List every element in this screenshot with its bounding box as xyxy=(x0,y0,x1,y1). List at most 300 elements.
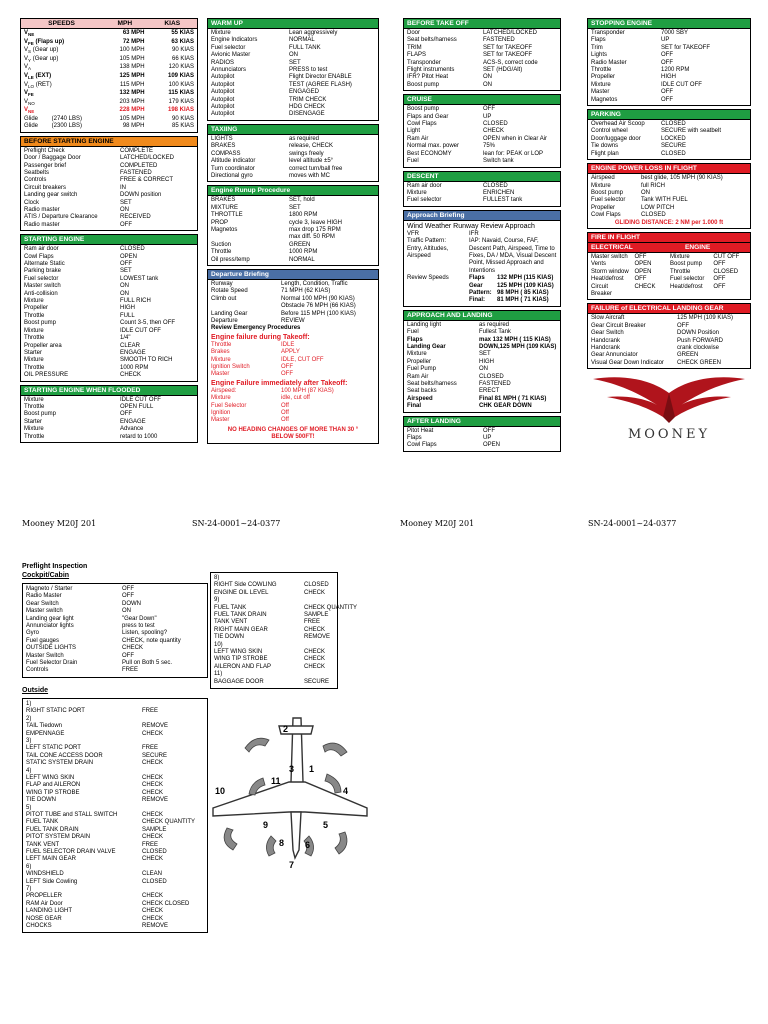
preflight-subtitle: Cockpit/Cabin xyxy=(22,572,70,579)
item-value: CHECK, note quantity xyxy=(122,637,181,644)
item-label: Clock xyxy=(24,199,40,206)
checklist-row xyxy=(211,166,375,173)
checklist-row xyxy=(407,329,557,336)
checklist-row xyxy=(591,74,747,81)
item-value: CHECK xyxy=(304,626,326,633)
approach-and-landing xyxy=(403,310,561,413)
checklist-row xyxy=(26,745,204,752)
checklist-row xyxy=(591,30,747,37)
item-value: FREE xyxy=(304,619,321,626)
checklist-row xyxy=(214,604,358,612)
checklist-row xyxy=(407,128,557,135)
checklist-row xyxy=(214,679,334,686)
checklist-row xyxy=(214,656,334,663)
item-label: Throttle xyxy=(24,335,45,342)
checklist-row xyxy=(211,74,375,81)
item-label: Airspeed xyxy=(407,395,433,402)
item-label: Autopilot xyxy=(211,74,235,81)
item-label: Flaps xyxy=(469,275,485,282)
diagram-label-2: 2 xyxy=(283,724,289,734)
item-label: TANK VENT xyxy=(26,841,60,848)
item-label xyxy=(407,268,469,275)
checklist-row xyxy=(24,350,194,357)
item-value: ENGAGE xyxy=(120,349,146,356)
item-label: Magnetos xyxy=(591,96,618,103)
item-label: Lights xyxy=(591,52,608,59)
checklist-row xyxy=(26,667,204,674)
item-value: SET xyxy=(120,268,132,275)
checklist-row xyxy=(211,227,375,234)
checklist-row xyxy=(211,173,375,180)
item-value: CHECK xyxy=(142,893,164,900)
item-label: MIXTURE xyxy=(211,204,238,211)
item-label: EMPENNAGE xyxy=(26,730,65,737)
checklist-row xyxy=(26,916,204,923)
checklist-row xyxy=(24,357,194,364)
fire-in-flight xyxy=(587,232,751,300)
item-value: HIGH xyxy=(661,74,676,81)
checklist-row xyxy=(591,89,747,96)
speed-kias: 120 KIAS xyxy=(168,64,194,71)
parking xyxy=(587,109,751,160)
cruise xyxy=(403,94,561,167)
item-value: CHK GEAR DOWN xyxy=(479,403,532,410)
item-value: correct turn/ball free xyxy=(289,165,343,172)
item-value: OFF xyxy=(661,89,673,96)
checklist-row xyxy=(591,45,747,52)
checklist-row xyxy=(407,428,557,435)
item-label: Handcrank xyxy=(591,345,621,351)
checklist-row xyxy=(469,283,554,290)
checklist-row xyxy=(591,212,747,219)
item-value: IFR xyxy=(469,230,479,237)
fire-cell: OFF xyxy=(634,253,647,260)
item-label: Door / Baggage Door xyxy=(24,155,81,162)
item-value: 100 MPH (87 KIAS) xyxy=(281,387,334,394)
item-value: Off xyxy=(281,417,289,424)
checklist-row xyxy=(211,410,375,417)
item-value: ON xyxy=(289,52,298,59)
checklist-row xyxy=(26,879,204,886)
item-value: Obstacle 76 MPH (66 KIAS) xyxy=(281,303,356,310)
checklist-row xyxy=(26,653,204,660)
checklist-row xyxy=(407,396,557,403)
speed-kias: 198 KIAS xyxy=(167,107,194,114)
item-label: Flight instruments xyxy=(407,67,455,74)
item-label: TAIL CONE ACCESS DOOR xyxy=(26,752,103,759)
item-label: Throttle xyxy=(24,364,45,371)
descent xyxy=(403,171,561,207)
item-label: TRIM xyxy=(407,44,422,51)
item-value: FASTENED xyxy=(120,169,152,176)
item-label: Flaps xyxy=(407,336,423,343)
checklist-row xyxy=(407,268,557,275)
item-label: Airspeed xyxy=(591,175,615,182)
checklist-row xyxy=(211,242,375,249)
item-value: FULL RICH xyxy=(120,298,151,305)
item-label: Boost pump xyxy=(407,81,440,88)
item-label: Master switch xyxy=(24,283,61,290)
item-value: 1000 RPM xyxy=(120,364,149,371)
item-label: FUEL TANK DRAIN xyxy=(26,826,79,833)
item-value xyxy=(142,805,204,812)
item-label: Master xyxy=(211,417,230,424)
checklist-row xyxy=(214,634,334,641)
section-title: WARM UP xyxy=(208,19,378,29)
item-label: Visual Gear Down Indicator xyxy=(591,359,664,366)
item-label: Autopilot xyxy=(211,104,235,111)
checklist-row xyxy=(407,74,557,81)
item-label: Control wheel xyxy=(591,128,628,135)
item-label: 11) xyxy=(214,671,223,678)
item-value: full RICH xyxy=(641,182,666,189)
item-value: REMOVE xyxy=(142,723,169,730)
item-label: Avionic Master xyxy=(211,52,251,59)
checklist-row xyxy=(407,30,557,37)
engine-power-loss xyxy=(587,163,751,229)
fire-row xyxy=(591,291,747,298)
item-value: cycle 3, leave HIGH xyxy=(289,219,343,226)
item-value: ACS-S, correct code xyxy=(483,59,538,66)
item-value: 125 MPH (109 KIAS) xyxy=(497,282,554,289)
item-value: CHECK xyxy=(122,645,144,652)
item-value: OFF xyxy=(120,261,132,268)
checklist-row xyxy=(211,197,375,204)
checklist-row xyxy=(211,349,375,356)
item-label: FLAP and AILERON xyxy=(26,782,81,789)
item-label: Propeller xyxy=(24,305,49,312)
checklist-row xyxy=(211,303,375,310)
checklist-row xyxy=(407,403,557,410)
item-value: OPEN FULL xyxy=(120,403,154,410)
item-label: Airspeed: xyxy=(211,387,237,394)
fire-cell: CHECK xyxy=(634,283,656,290)
speed-row xyxy=(24,73,194,82)
item-label: AILERON AND FLAP xyxy=(214,663,272,670)
checklist-row xyxy=(211,52,375,59)
section-title: DESCENT xyxy=(404,172,560,182)
fire-cell: Vents xyxy=(591,261,607,268)
item-label: LEFT Side Cowling xyxy=(26,878,78,885)
section-title: BEFORE TAKE OFF xyxy=(404,19,560,29)
fire-cell: OPEN xyxy=(634,268,652,275)
item-label: Circuit breakers xyxy=(24,184,67,191)
checklist-row xyxy=(24,328,194,335)
fire-cell: OFF xyxy=(713,261,726,268)
checklist-row xyxy=(211,318,375,325)
item-value: IAP: Navaid, Course, FAF, xyxy=(469,238,539,245)
item-label: Gear Circuit Breaker xyxy=(591,322,646,329)
item-value: CHECK xyxy=(483,128,505,135)
speed-label: $V_{NE}$ xyxy=(24,107,35,115)
speed-label: $V_{FE}$ (Flaps up) xyxy=(24,38,65,46)
item-value: IDLE CUT OFF xyxy=(661,81,702,88)
speed-label: $V_Y$ (Gear up) xyxy=(24,55,59,63)
checklist-row xyxy=(24,411,194,418)
item-value: FREE xyxy=(142,841,159,848)
item-value: CLOSED xyxy=(120,246,145,253)
checklist-row xyxy=(407,337,557,344)
speed-label: $V_{NE}$ xyxy=(24,30,35,38)
checklist-row xyxy=(211,97,375,104)
checklist-row xyxy=(26,842,204,849)
item-label: Gear Switch xyxy=(591,330,624,337)
checklist-row xyxy=(24,261,194,268)
item-label: LEFT STATIC PORT xyxy=(26,745,81,752)
item-value: CHECK xyxy=(142,730,164,737)
checklist-row xyxy=(26,731,204,738)
item-value: swings freely xyxy=(289,150,324,157)
item-value: idle, cut off xyxy=(281,395,310,402)
item-label: NOSE GEAR xyxy=(26,915,62,922)
item-value: Length, Condition, Traffic xyxy=(281,280,348,287)
item-value: OPEN when in Clear Air xyxy=(483,135,548,142)
item-label: FUEL TANK xyxy=(26,819,59,826)
item-value: ENRICHEN xyxy=(483,189,515,196)
section-title: APPROACH AND LANDING xyxy=(404,311,560,321)
checklist-row xyxy=(24,214,194,221)
checklist-row xyxy=(591,330,747,337)
speed-mph: 100 MPH xyxy=(119,47,145,54)
item-value: CHECK xyxy=(142,908,164,915)
glide-row: Glide (2300 LBS) 98 MPH 85 KIAS xyxy=(24,123,194,130)
item-value: DOWN xyxy=(122,600,141,607)
item-label: Slow Aircraft xyxy=(591,315,625,322)
checklist-row xyxy=(211,417,375,424)
checklist-row xyxy=(24,177,194,184)
item-label: Gear xyxy=(469,282,483,289)
item-value: LOCKED xyxy=(661,135,686,142)
item-value: 75% xyxy=(483,143,496,150)
checklist-row xyxy=(469,290,554,297)
item-label: RAM Air Door xyxy=(26,900,63,907)
item-value: ON xyxy=(120,283,129,290)
item-label: 7) xyxy=(26,886,32,893)
checklist-row xyxy=(26,760,204,767)
item-label: Fuel gauges xyxy=(26,637,60,644)
item-label: Propeller area xyxy=(24,342,62,349)
before-take-off xyxy=(403,18,561,91)
item-value: DOWN position xyxy=(120,192,162,199)
item-value: 1000 RPM xyxy=(289,249,318,256)
item-label: Fuel Pump xyxy=(407,366,437,373)
item-label: Mixture xyxy=(591,182,611,189)
checklist-row xyxy=(211,151,375,158)
heading-warning-2: BELOW 500FT! xyxy=(271,434,315,441)
diagram-label-1: 1 xyxy=(309,764,315,774)
item-value: OFF xyxy=(120,411,132,418)
item-label: Starter xyxy=(24,349,43,356)
checklist-row xyxy=(407,231,557,238)
footer-left-sn: SN-24-0001~24-0377 xyxy=(192,519,281,528)
item-value: OPEN xyxy=(483,442,501,449)
speed-row xyxy=(24,39,194,48)
item-value: FREE & CORRECT xyxy=(120,177,174,184)
item-value: CHECK xyxy=(142,834,164,841)
checklist-row xyxy=(26,893,204,900)
item-value: OFF xyxy=(122,593,134,600)
checklist-row xyxy=(26,738,204,745)
item-value: ENGAGED xyxy=(289,89,320,96)
item-label: Ignition xyxy=(211,410,231,417)
checklist-row xyxy=(211,371,375,378)
checklist-row xyxy=(26,638,204,645)
item-value: OFF xyxy=(281,371,293,378)
checklist-row xyxy=(591,183,747,190)
checklist-row xyxy=(591,136,747,143)
checklist-row xyxy=(24,397,194,404)
diagram-label-6: 6 xyxy=(305,840,311,850)
item-label: ATIS / Departure Clearance xyxy=(24,214,98,221)
checklist-row xyxy=(211,82,375,89)
checklist-row xyxy=(211,158,375,165)
item-label: Light xyxy=(407,128,421,135)
checklist-row xyxy=(211,257,375,264)
speed-label: $V_{LO}$ (RET) xyxy=(24,81,52,89)
item-label xyxy=(211,234,289,241)
item-label: Mixture xyxy=(591,81,611,88)
checklist-row xyxy=(211,111,375,118)
item-label: Gear Annunciator xyxy=(591,352,638,359)
item-value: DOWN Position xyxy=(677,330,720,337)
checklist-row xyxy=(26,768,204,775)
item-label: Landing gear light xyxy=(26,615,74,622)
item-value: CLOSED xyxy=(661,150,686,157)
checklist-row xyxy=(407,183,557,190)
item-value: Flight Director ENABLE xyxy=(289,74,352,81)
item-label: Magnetos xyxy=(211,226,238,233)
item-label: Transponder xyxy=(591,30,625,36)
item-value: GREEN xyxy=(677,352,699,359)
checklist-row xyxy=(591,151,747,158)
checklist-row xyxy=(24,434,194,441)
mooney-logo xyxy=(587,373,751,442)
item-value: CLOSED xyxy=(304,582,329,589)
item-value: OFF xyxy=(483,106,495,113)
item-value: OFF xyxy=(661,59,673,66)
item-label: WINDSHIELD xyxy=(26,871,64,878)
checklist-row xyxy=(211,220,375,227)
checklist-row xyxy=(407,351,557,358)
item-label: Radio master xyxy=(24,221,60,228)
item-value: max drop 175 RPM xyxy=(289,226,341,233)
item-value: Listen, spooling? xyxy=(122,630,168,637)
checklist-row xyxy=(211,104,375,111)
item-label: Final xyxy=(407,403,422,410)
item-value: CLOSED xyxy=(142,878,167,885)
checklist-row xyxy=(26,716,204,723)
item-value: retard to 1000 xyxy=(120,433,158,440)
item-value: ON xyxy=(120,290,129,297)
checklist-row xyxy=(407,106,557,113)
speed-label: $V_S$ (Gear up) xyxy=(24,47,59,55)
item-label: THROTTLE xyxy=(211,212,243,219)
item-value: OFF xyxy=(661,96,673,103)
item-label: Boost pump xyxy=(591,189,624,196)
checklist-row xyxy=(211,364,375,371)
speed-mph: 228 MPH xyxy=(119,107,145,114)
item-label: LIGHTS xyxy=(211,135,233,142)
item-value: Lean aggressively xyxy=(289,30,338,36)
checklist-row xyxy=(591,190,747,197)
checklist-row xyxy=(591,97,747,104)
checklist-row xyxy=(211,136,375,143)
item-value: IDLE, CUT OFF xyxy=(281,356,324,363)
warm-up xyxy=(207,18,379,121)
item-label: LEFT WING SKIN xyxy=(26,774,75,781)
item-label: Transponder xyxy=(407,59,441,66)
item-label: ENGINE OIL LEVEL xyxy=(214,589,269,596)
section-title: ENGINE POWER LOSS IN FLIGHT xyxy=(588,164,750,174)
checklist-row xyxy=(407,238,557,245)
fire-row xyxy=(591,254,747,261)
item-value xyxy=(304,597,334,604)
item-label: Master Switch xyxy=(26,652,64,659)
fire-row xyxy=(591,276,747,283)
item-value: Fullest Tank xyxy=(479,329,511,336)
item-label: Ignition Switch xyxy=(211,364,250,371)
checklist-row xyxy=(26,601,204,608)
item-label: Altitude indicator xyxy=(211,158,256,165)
item-label: Final: xyxy=(469,297,485,304)
item-value: PRESS to test xyxy=(289,67,328,74)
item-value: crank clockwise xyxy=(677,345,720,351)
item-label: FLAPS xyxy=(407,52,427,59)
column-2 xyxy=(207,18,379,447)
item-label: Oil press/temp xyxy=(211,256,250,263)
item-label: Autopilot xyxy=(211,89,235,96)
item-value: OFF xyxy=(677,322,689,329)
checklist-row xyxy=(214,649,334,656)
item-label: Fuel selector xyxy=(211,44,246,51)
item-label: Boost pump xyxy=(24,411,57,418)
item-label: Mixture xyxy=(24,327,44,334)
gear-failure xyxy=(587,303,751,369)
checklist-row xyxy=(407,388,557,395)
item-value xyxy=(142,864,204,871)
section-title: Departure Briefing xyxy=(208,270,378,280)
speed-mph: 138 MPH xyxy=(119,64,145,71)
checklist-row xyxy=(26,797,204,804)
checklist-row xyxy=(26,901,204,908)
item-label: Propeller xyxy=(591,204,616,211)
checklist-row xyxy=(24,246,194,253)
item-label: Ram Air xyxy=(407,373,429,380)
item-label: Climb out xyxy=(211,295,237,302)
column-1 xyxy=(20,18,198,446)
item-label: Radio Master xyxy=(26,593,62,600)
checklist-row xyxy=(24,298,194,305)
item-value: CHECK CLOSED xyxy=(142,900,190,907)
item-value: press to test xyxy=(122,623,155,630)
fire-cell: OFF xyxy=(713,283,726,290)
item-label: Landing light xyxy=(407,321,442,328)
preflight-right xyxy=(210,572,358,689)
item-label: Controls xyxy=(24,177,47,184)
speed-mph: 203 MPH xyxy=(119,98,145,105)
before-starting-engine xyxy=(20,136,198,231)
item-value xyxy=(142,886,204,893)
item-label: Best ECONOMY xyxy=(407,150,452,157)
checklist-row xyxy=(591,121,747,128)
item-label: Seat backs xyxy=(407,388,437,395)
diagram-label-7: 7 xyxy=(289,860,295,870)
item-label: Mixture xyxy=(211,356,231,363)
item-label: Ram air door xyxy=(24,246,59,253)
fire-row xyxy=(591,269,747,276)
checklist-row xyxy=(211,37,375,44)
checklist-row xyxy=(26,630,204,637)
